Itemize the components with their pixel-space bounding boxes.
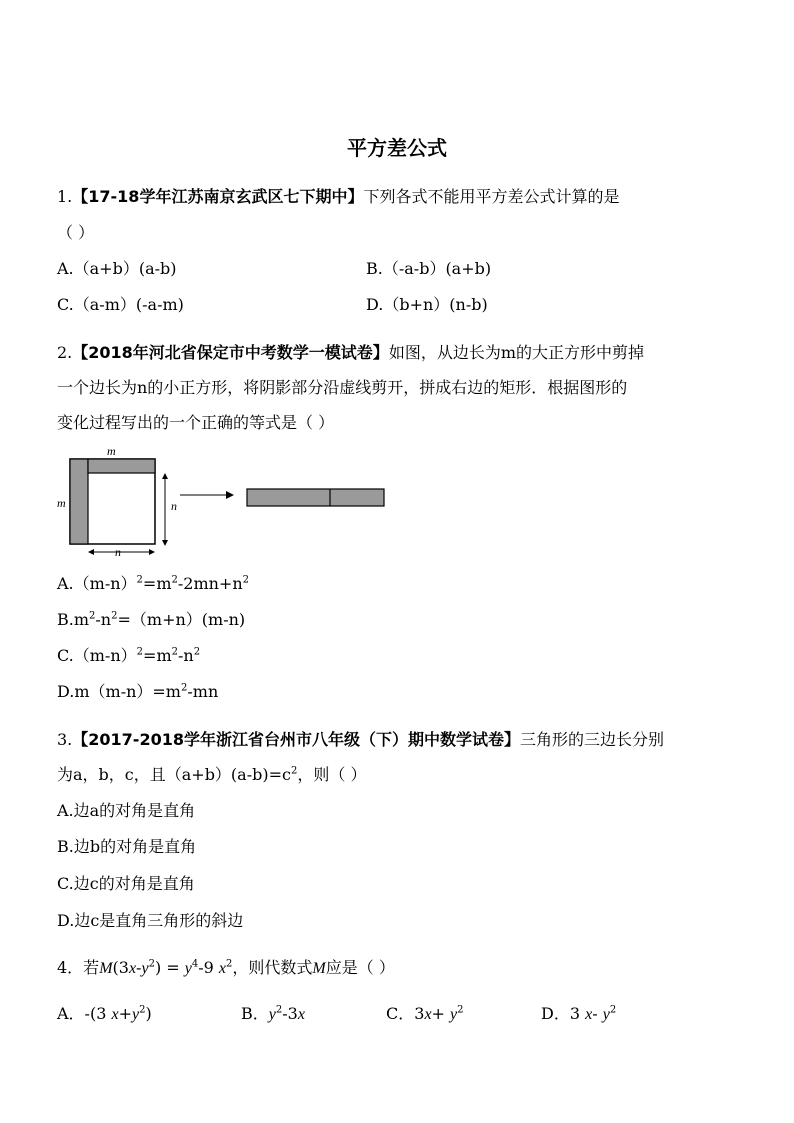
q2-text-1: 如图，从边长为m的大正方形中剪掉	[388, 343, 644, 362]
q1-text: 下列各式不能用平方差公式计算的是	[363, 187, 620, 206]
transform-arrow-head	[226, 491, 234, 499]
q3-text-1: 三角形的三边长分别	[519, 730, 664, 749]
q4-option-d: D．3 x- $y^2$	[541, 1004, 617, 1023]
q3-stem-line1	[57, 729, 664, 751]
result-rectangle	[247, 489, 384, 506]
q2-source: 【2018年河北省保定市中考数学一模试卷】	[72, 343, 389, 362]
n-right-arrow-down	[162, 540, 168, 546]
q4-stem: 4．若$M(3x-y^2) = y^4-9$ $x^2$，则代数式M应是（ ）	[57, 958, 395, 977]
q2-option-d: $D.m(m-n)=m^2-mn$	[57, 682, 219, 701]
q4-option-c: C．$3x+ y^2$	[386, 1004, 464, 1023]
q2-option-b: $B.m^2-n^2=(m+n)(m-n)$	[57, 610, 246, 629]
q3-option-b: B.边b的对角是直角	[57, 837, 197, 856]
q3-option-a: A.边a的对角是直角	[57, 801, 196, 820]
q1-option-d: D.（b+n）(n-b)	[366, 295, 488, 314]
q1-option-a: A.（a+b）(a-b)	[57, 259, 177, 278]
page-title: 平方差公式	[347, 136, 447, 160]
q3-stem-line2: 为a，b，c，且$(a+b)(a-b)=c^2$，则（ ）	[57, 765, 367, 784]
n-bottom-arrow-left	[88, 549, 94, 555]
q2-square-figure	[55, 444, 395, 562]
n-right-arrow-up	[162, 473, 168, 479]
q3-source: 【2017-2018学年浙江省台州市八年级（下）期中数学试卷】	[72, 730, 520, 749]
q2-stem-line1	[57, 342, 644, 364]
q1-number: 1.	[57, 187, 73, 206]
q4-option-a: A．-(3 $x+y^2$)	[57, 1004, 152, 1023]
label-n-right: n	[171, 499, 177, 513]
q4-option-b: B．$y^2-3x$	[241, 1004, 305, 1023]
label-n-bottom: n	[115, 545, 121, 559]
label-m-left: m	[57, 496, 66, 510]
q1-source: 【17-18学年江苏南京玄武区七下期中】	[72, 187, 364, 206]
q3-option-c: C.边c的对角是直角	[57, 874, 195, 893]
q1-stem	[57, 186, 619, 208]
q2-option-c: $C.(m-n)^2=m^2-n^2$	[57, 646, 201, 665]
q2-option-a: $A.(m-n)^2=m^2-2mn+n^2$	[57, 574, 250, 593]
q1-option-b: B.（-a-b）(a+b)	[366, 259, 492, 278]
q2-number: 2.	[57, 343, 73, 362]
q3-number: 3.	[57, 730, 73, 749]
n-bottom-arrow-right	[149, 549, 155, 555]
q1-option-c: C.（a-m）(-a-m)	[57, 295, 184, 314]
q2-stem-line2: 一个边长为n的小正方形，将阴影部分沿虚线剪开，拼成右边的矩形．根据图形的	[57, 378, 628, 397]
label-m-top: m	[107, 444, 116, 458]
q1-answer-blank: （ ）	[57, 223, 95, 242]
shaded-left-strip	[70, 459, 88, 544]
shaded-top-strip	[88, 459, 155, 473]
q2-stem-line3: 变化过程写出的一个正确的等式是（ ）	[57, 413, 335, 432]
q3-option-d: D.边c是直角三角形的斜边	[57, 911, 244, 930]
